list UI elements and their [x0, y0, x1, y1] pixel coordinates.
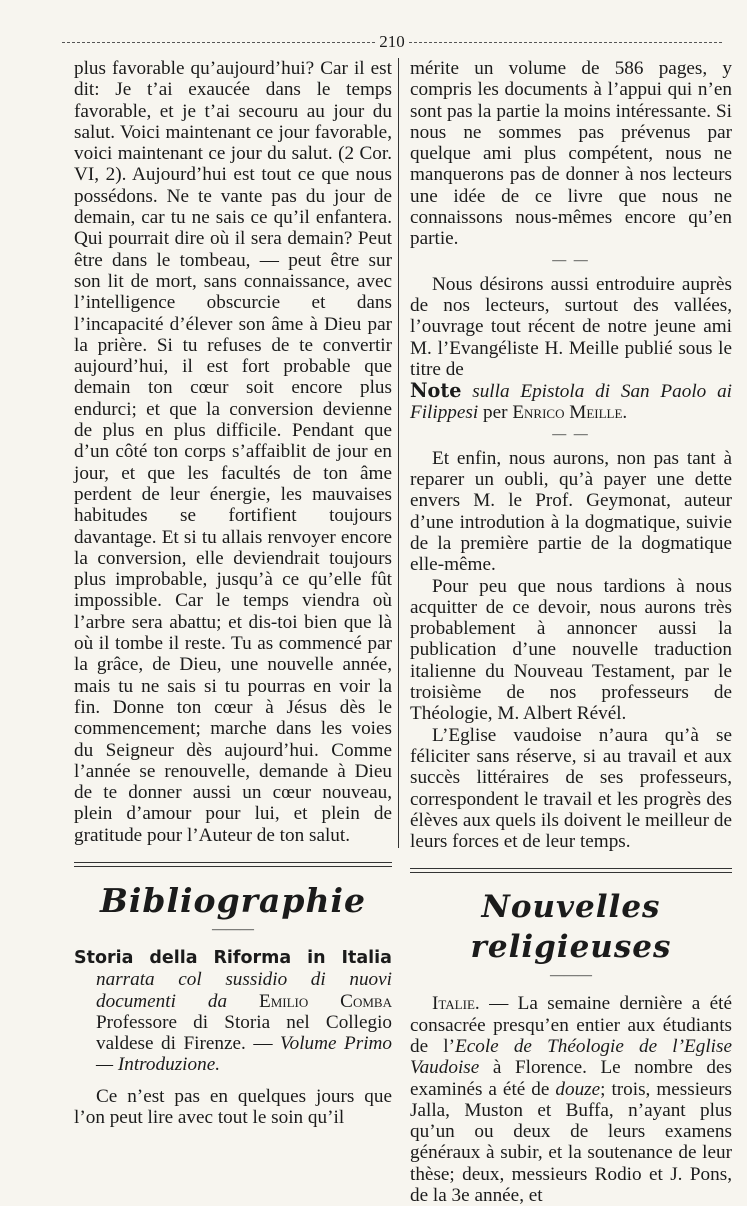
- section-title-bibliographie: Bibliographie: [99, 880, 367, 920]
- left-column: [74, 58, 392, 1128]
- book-entry: [74, 947, 392, 1076]
- right-column: [410, 58, 732, 1206]
- book-title: Storia della Riforma in Italia: [74, 947, 392, 968]
- title-ornament: ———: [212, 921, 254, 937]
- note-subtitle: sulla Epistola di San Paolo ai Filippesi: [410, 381, 732, 424]
- right-paragraph-5: L’Eglise vaudoise n’aura qu’à se féliciter sans réserve, si au travail et aux succès littéraires de ses professeurs, correspondent le travail et les progrès des élèves aux quels ils doivent le meilleur de leurs forces et de leur temps.: [410, 724, 732, 853]
- left-paragraph-2: Ce n’est pas en quelques jours que l’on peut lire avec tout le soin qu’il: [74, 1085, 392, 1129]
- news-douze: douze: [555, 1078, 601, 1100]
- book-author: Emilio Comba: [258, 990, 392, 1012]
- right-paragraph-1: mérite un volume de 586 pages, y compris les documents à l’appui qui n’en sont pas la partie la moins intéressante. Si nous ne sommes pas prévenus par quelque ami plus compétent, nous ne manquerons pas de donner à nos lecteurs une idée de ce livre que nous ne connaissons nous-mêmes encore qu’en partie.: [410, 58, 732, 250]
- separator-1: — —: [552, 252, 590, 268]
- note-per: per: [483, 402, 508, 424]
- book-subtitle: narrata col sussidio di nuovi documenti da: [96, 969, 392, 1012]
- book-volume: Volume Primo — Introduzione.: [96, 1033, 392, 1076]
- news-paragraph: [410, 993, 732, 1206]
- left-paragraph-1: plus favorable qu’aujourd’hui? Car il est dit: Je t’ai exaucée dans le temps favorable, et je t’ai secouru au jour du salut. Voici maintenant ce jour favorable, voici maintenant ce jour du salut. (2 Cor. VI, 2). Aujourd’hui est tout ce que nous possédons. Ne te vante pas du jour de demain, car tu ne sais ce qu’il enfantera. Qui pourrait dire où il sera demain? Peut être dans le tombeau, — peut être sur son lit de mort, sans connaissance, avec l’intelligence obscurcie et dans l’incapacité d’élever son âme à Dieu par la prière. Si tu refuses de te convertir aujourd’hui, il est fort probable que demain ton cœur soit encore plus endurci; et que la conversion devienne de plus en plus difficile. Pendant que d’un côté ton corps s’affaiblit de jour en jour, et que les facultés de ton âme perdent de leur énergie, les mauvaises habitudes se fortifient toujours davantage. Et si tu allais renvoyer encore la conversion, elle deviendrait toujours plus improbable, jusqu’à ce qu’elle fût impossible. Car le temps viendra où l’arbre sera abattu; et dis-toi bien que là où il tombe il reste. Tu as commencé par la grâce, de Dieu, une nouvelle année, mais tu ne sais si tu pourras en voir la fin. Donne ton cœur à Jésus dès le commencement; marche dans les voies du Seigneur dès aujourd’hui. Comme l’année se renouvelle, demande à Dieu de te donner aussi un cœur nouveau, plein d’amour pour lui, et plein de gratitude pour l’Auteur de ton salut.: [74, 58, 392, 846]
- note-author: Enrico Meille.: [512, 402, 628, 424]
- section-rule: [74, 862, 392, 867]
- separator-2: — —: [552, 426, 590, 442]
- book-description: Professore di Storia nel Collegio valdese di Firenze. —: [96, 1011, 392, 1055]
- news-text-c: ; trois, messieurs Jalla, Muston et Buffa, n’ayant plus qu’un ou deux de leurs examens généraux à subir, et la soutenance de leur thèse; deux, messieurs Rodio et J. Pons, de la 3e année, et: [410, 1078, 733, 1206]
- note-title: Note: [410, 379, 462, 403]
- news-text-a: — La semaine dernière a été consacrée presqu’en entier aux étudiants de l’: [410, 993, 732, 1057]
- page-header: [62, 32, 722, 52]
- column-divider: [398, 58, 399, 848]
- right-paragraph-4: Pour peu que nous tardions à nous acquitter de ce devoir, nous aurons très probablement à annoncer aussi la publication d’une nouvelle traduction italienne du Nouveau Testament, par le troisième de nos professeurs de Théologie, M. Albert Révél.: [410, 575, 732, 725]
- section-title-nouvelles: Nouvelles religieuses: [470, 889, 672, 966]
- news-label: Italie.: [432, 993, 480, 1015]
- section-rule-right: [410, 868, 732, 873]
- title-ornament-right: ———: [550, 968, 592, 984]
- right-paragraph-3: Et enfin, nous aurons, non pas tant à reparer un oubli, qu’à payer une dette envers M. le Prof. Geymonat, auteur d’une introdution à la dogmatique, suivie de la première partie de la dogmatique elle-même.: [410, 447, 732, 576]
- right-paragraph-2: Nous désirons aussi entroduire auprès de nos lecteurs, surtout des vallées, l’ouvrage tout récent de notre jeune ami M. l’Evangéliste H. Meille publié sous le titre de: [410, 273, 732, 380]
- news-school: Ecole de Théologie de l’Eglise Vaudoise: [410, 1035, 732, 1079]
- news-text-b: à Florence. Le nombre des examinés a été de: [410, 1057, 733, 1100]
- header-rule-left: [62, 42, 375, 43]
- page-number: 210: [379, 32, 405, 51]
- note-entry: [410, 380, 732, 424]
- header-rule-right: [409, 42, 722, 43]
